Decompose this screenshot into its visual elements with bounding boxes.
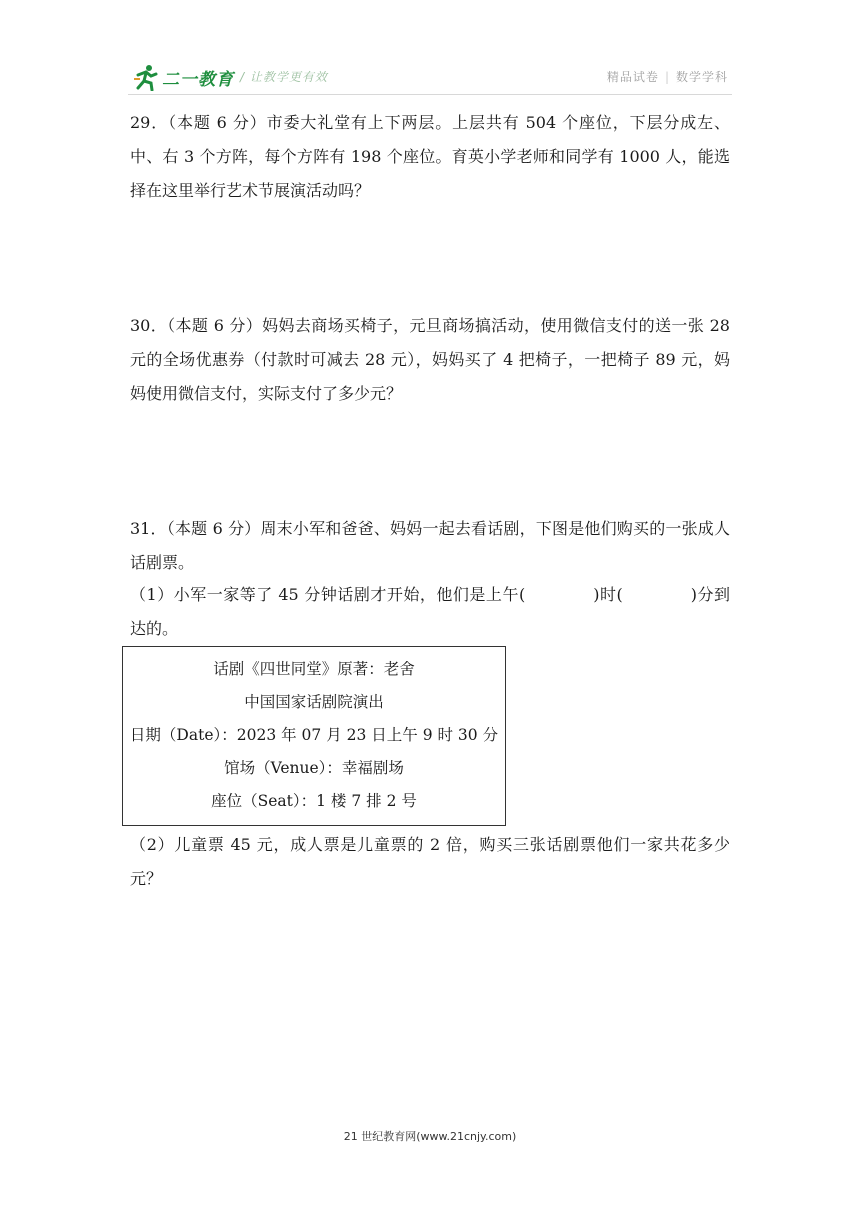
question-31-part-2: （2）儿童票 45 元，成人票是儿童票的 2 倍，购买三张话剧票他们一家共花多少元？ — [130, 835, 730, 888]
ticket-venue: 馆场（Venue）：幸福剧场 — [224, 759, 404, 777]
page-footer: 21 世纪教育网(www.21cnjy.com) — [343, 1130, 517, 1143]
q31-1-text-a: （1）小军一家等了 45 分钟话剧才开始，他们是上午( — [130, 585, 526, 604]
question-29: 29．（本题 6 分）市委大礼堂有上下两层。上层共有 504 个座位，下层分成左、中、右 3 个方阵，每个方阵有 198 个座位。育英小学老师和同学有 1000 人，能选择在这里举行艺术节展演活动吗？ — [130, 113, 730, 200]
ticket-date: 日期（Date）：2023 年 07 月 23 日上午 9 时 30 分 — [129, 726, 499, 744]
page-header — [128, 62, 732, 96]
logo-text: 二一教育 — [162, 69, 234, 90]
ticket-title: 话剧《四世同堂》原著：老舍 — [213, 660, 415, 678]
question-31-part-1 — [130, 578, 730, 646]
question-30: 30．（本题 6 分）妈妈去商场买椅子，元旦商场搞活动，使用微信支付的送一张 28 元的全场优惠券（付款时可减去 28 元），妈妈买了 4 把椅子，一把椅子 89 元，妈妈使用微信支付，实际支付了多少元？ — [130, 316, 730, 403]
header-divider — [128, 94, 732, 95]
subject-name: 数学学科 — [675, 70, 728, 84]
slogan: / 让教学更有效 — [240, 70, 328, 84]
subject-label — [607, 68, 728, 85]
running-figure-icon — [132, 63, 160, 91]
logo — [132, 62, 234, 92]
drama-ticket — [122, 646, 506, 826]
q31-1-text-c: )分到达的。 — [130, 585, 730, 638]
series-label: 精品试卷 — [606, 70, 659, 84]
q31-1-text-b: )时( — [593, 585, 623, 604]
header-separator: | — [664, 70, 670, 84]
question-31: 31．（本题 6 分）周末小军和爸爸、妈妈一起去看话剧，下图是他们购买的一张成人话剧票。 — [130, 519, 730, 572]
ticket-performer: 中国国家话剧院演出 — [244, 693, 384, 711]
ticket-seat: 座位（Seat）：1 楼 7 排 2 号 — [211, 792, 417, 810]
